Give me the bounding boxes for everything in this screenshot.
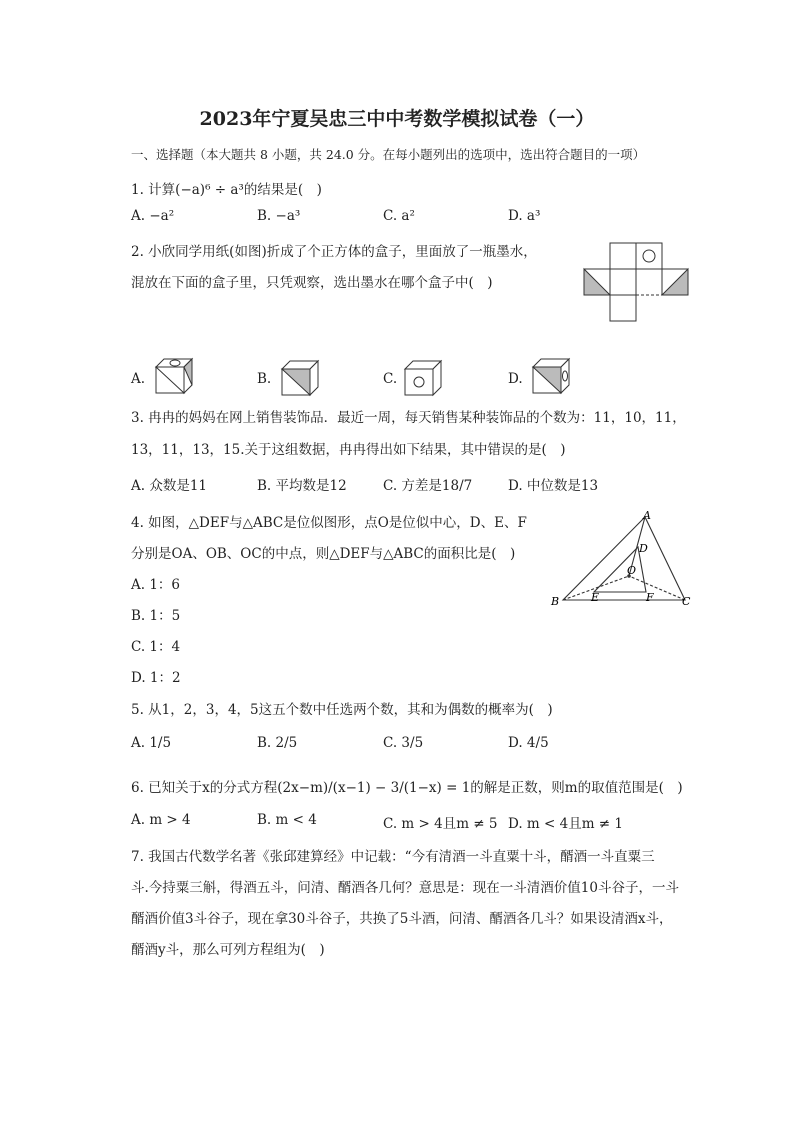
label-e: E xyxy=(591,591,600,604)
q1-option-c: C. a² xyxy=(383,208,415,224)
q4-option-b: B. 1：5 xyxy=(131,608,181,624)
question-3-line-2: 13，11，13，15.关于这组数据，冉冉得出如下结果，其中错误的是( ) xyxy=(131,442,566,458)
label-f: F xyxy=(646,591,654,604)
question-2-line-2: 混放在下面的盒子里，只凭观察，选出墨水在哪个盒子中( ) xyxy=(131,275,493,291)
q5-option-c: C. 3/5 xyxy=(383,735,424,751)
question-4-line-2: 分别是OA、OB、OC的中点，则△DEF与△ABC的面积比是( ) xyxy=(131,546,516,562)
q4-option-d: D. 1：2 xyxy=(131,670,181,686)
label-o: O xyxy=(627,564,637,577)
cube-option-b-icon xyxy=(281,360,319,396)
question-7-line-1: 7. 我国古代数学名著《张邱建算经》中记载：“今有清酒一斗直粟十斗，醑酒一斗直粟三 xyxy=(131,849,655,865)
q2-option-c: C. xyxy=(383,371,398,387)
q4-option-c: C. 1：4 xyxy=(131,639,181,655)
q1-option-a: A. −a² xyxy=(131,208,175,224)
label-c: C xyxy=(682,595,691,608)
question-1: 1. 计算(−a)⁶ ÷ a³的结果是( ) xyxy=(131,182,322,198)
q6-option-d: D. m < 4且m ≠ 1 xyxy=(508,816,623,832)
q6-option-b: B. m < 4 xyxy=(257,812,317,828)
q5-option-a: A. 1/5 xyxy=(131,735,172,751)
question-3-line-1: 3. 冉冉的妈妈在网上销售装饰品．最近一周，每天销售某种装饰品的个数为：11，10，11， xyxy=(131,410,686,426)
q3-option-b: B. 平均数是12 xyxy=(257,478,347,494)
q1-option-b: B. −a³ xyxy=(257,208,301,224)
question-4-line-1: 4. 如图，△DEF与△ABC是位似图形，点O是位似中心，D、E、F xyxy=(131,515,527,531)
q5-option-d: D. 4/5 xyxy=(508,735,549,751)
label-b: B xyxy=(551,595,560,608)
q2-option-b: B. xyxy=(257,371,272,387)
q1-option-d: D. a³ xyxy=(508,208,541,224)
q4-option-a: A. 1：6 xyxy=(131,577,181,593)
question-7-line-2: 斗.今持粟三斛，得酒五斗，问清、醑酒各几何？意思是：现在一斗清酒价值10斗谷子，一斗 xyxy=(131,880,679,896)
question-2-line-1: 2. 小欣同学用纸(如图)折成了个正方体的盒子，里面放了一瓶墨水， xyxy=(131,244,537,260)
cube-option-c-icon xyxy=(404,360,442,396)
q6-option-a: A. m > 4 xyxy=(131,812,191,828)
q2-option-a: A. xyxy=(131,371,146,387)
section-heading: 一、选择题（本大题共 8 小题，共 24.0 分。在每小题列出的选项中，选出符合题目的一项） xyxy=(131,147,646,162)
label-a: A xyxy=(643,509,651,522)
cube-option-d-icon xyxy=(532,358,570,394)
q3-option-d: D. 中位数是13 xyxy=(508,478,599,494)
q3-option-c: C. 方差是18/7 xyxy=(383,478,473,494)
q3-option-a: A. 众数是11 xyxy=(131,478,208,494)
page-title: 2023年宁夏吴忠三中中考数学模拟试卷（一） xyxy=(199,108,595,130)
q5-option-b: B. 2/5 xyxy=(257,735,298,751)
cube-option-a-icon xyxy=(155,358,193,394)
homothety-triangle-figure xyxy=(548,508,698,608)
q6-option-c: C. m > 4且m ≠ 5 xyxy=(383,816,498,832)
q2-option-d: D. xyxy=(508,371,523,387)
question-5: 5. 从1，2，3，4，5这五个数中任选两个数，其和为偶数的概率为( ) xyxy=(131,702,553,718)
question-7-line-3: 醑酒价值3斗谷子，现在拿30斗谷子，共换了5斗酒，问清、醑酒各几斗？如果设清酒x斗， xyxy=(131,911,673,927)
question-7-line-4: 醑酒y斗，那么可列方程组为( ) xyxy=(131,942,325,958)
label-d: D xyxy=(639,542,648,555)
question-6: 6. 已知关于x的分式方程(2x−m)/(x−1) − 3/(1−x) = 1的解是正数，则m的取值范围是( ) xyxy=(131,780,683,796)
cube-net-figure xyxy=(583,243,689,323)
